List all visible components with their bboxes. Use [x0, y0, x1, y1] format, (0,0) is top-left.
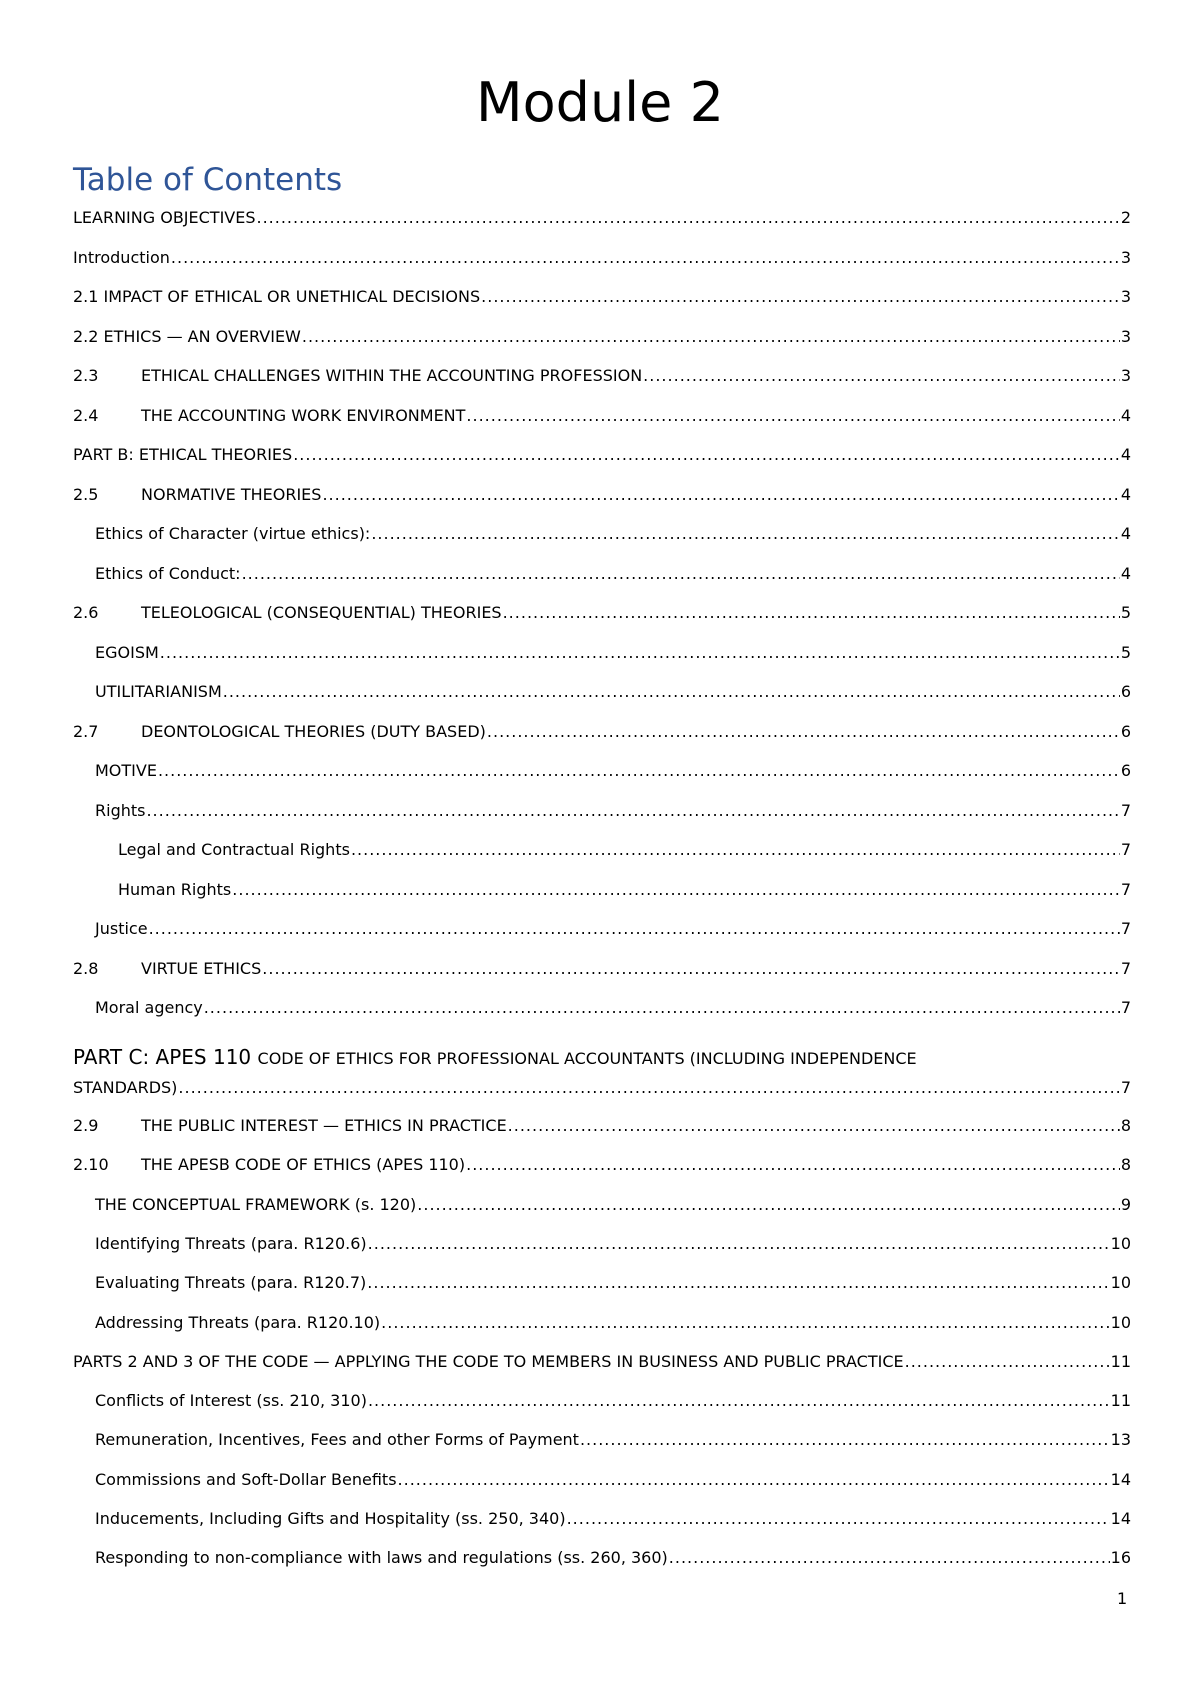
- toc-entry[interactable]: [73, 958, 1131, 980]
- toc-entry[interactable]: [73, 207, 1131, 229]
- toc-entry-number: 2.4: [73, 405, 99, 425]
- toc-entry[interactable]: [95, 760, 1131, 782]
- toc-entry[interactable]: [95, 1272, 1131, 1294]
- toc-entry-number: 2.9: [73, 1116, 99, 1135]
- toc-leader-dots: [466, 1154, 1120, 1176]
- toc-entry-page: 3: [1120, 287, 1131, 306]
- toc-entry-page: 4: [1120, 563, 1131, 583]
- toc-entry-label: Evaluating Threats (para. R120.7): [95, 1273, 367, 1293]
- toc-leader-dots: [293, 444, 1120, 466]
- toc-entry[interactable]: [95, 1429, 1131, 1451]
- toc-entry-label: Ethics of Conduct:: [95, 563, 241, 583]
- toc-leader-dots: [368, 1390, 1110, 1412]
- page-number: 1: [1117, 1589, 1128, 1608]
- toc-entry-number: 2.6: [73, 603, 99, 622]
- toc-entry[interactable]: [73, 602, 1131, 624]
- toc-entry-label-part-c-prefix: PART C: APES 110: [73, 1045, 258, 1069]
- toc-entry-page: 14: [1110, 1509, 1131, 1528]
- toc-leader-dots: [146, 800, 1119, 822]
- toc-leader-dots: [503, 602, 1120, 624]
- toc-leader-dots: [417, 1194, 1120, 1216]
- toc-leader-dots: [257, 207, 1120, 229]
- toc-entry-label: Inducements, Including Gifts and Hospitality (ss. 250, 340): [95, 1509, 566, 1528]
- toc-entry-label: THE CONCEPTUAL FRAMEWORK (s. 120): [95, 1194, 417, 1214]
- toc-leader-dots: [223, 681, 1120, 703]
- toc-entry[interactable]: [73, 326, 1131, 348]
- toc-entry[interactable]: [95, 681, 1131, 703]
- toc-entry-label: Responding to non-compliance with laws and regulations (ss. 260, 360): [95, 1548, 668, 1568]
- toc-entry-page: 3: [1120, 326, 1131, 346]
- toc-entry-page: 11: [1110, 1391, 1131, 1411]
- toc-entry-label: Addressing Threats (para. R120.10): [95, 1312, 381, 1332]
- toc-leader-dots: [171, 247, 1120, 269]
- toc-leader-dots: [643, 365, 1120, 387]
- toc-leader-dots: [367, 1272, 1109, 1294]
- toc-entry-label: THE APESB CODE OF ETHICS (APES 110): [141, 1155, 466, 1175]
- toc-entry-page: 7: [1120, 958, 1131, 978]
- toc-leader-dots: [242, 563, 1120, 585]
- toc-entry-part-c[interactable]: [73, 1044, 917, 1072]
- toc-entry[interactable]: [95, 1312, 1131, 1334]
- toc-entry-number: 2.5: [73, 484, 99, 504]
- toc-entry-number: 2.10: [73, 1155, 109, 1175]
- toc-entry-label: THE PUBLIC INTEREST — ETHICS IN PRACTICE: [141, 1116, 507, 1135]
- toc-leader-dots: [158, 760, 1120, 782]
- toc-entry-label: ETHICAL CHALLENGES WITHIN THE ACCOUNTING PROFESSION: [141, 366, 643, 385]
- toc-entry-label: Introduction: [73, 247, 170, 267]
- toc-entry[interactable]: [95, 1390, 1131, 1412]
- toc-leader-dots: [232, 879, 1120, 901]
- toc-entry[interactable]: [95, 563, 1131, 585]
- toc-entry-page: 16: [1110, 1548, 1131, 1568]
- document-title: Module 2: [476, 71, 724, 134]
- toc-entry-label-part-c-rest: CODE OF ETHICS FOR PROFESSIONAL ACCOUNTANTS (INCLUDING INDEPENDENCE: [257, 1049, 917, 1068]
- toc-entry[interactable]: [73, 444, 1131, 466]
- toc-entry-page: 8: [1120, 1155, 1131, 1175]
- toc-entry-label: Justice: [95, 919, 148, 938]
- toc-heading: Table of Contents: [73, 162, 343, 198]
- toc-leader-dots: [302, 326, 1120, 348]
- toc-entry-page: 2: [1120, 208, 1131, 227]
- toc-entry-label: Human Rights: [118, 879, 232, 899]
- toc-entry-label: MOTIVE: [95, 761, 157, 780]
- toc-entry-label: VIRTUE ETHICS: [141, 958, 262, 978]
- toc-entry-page: 3: [1120, 247, 1131, 267]
- toc-entry-label: PARTS 2 AND 3 OF THE CODE — APPLYING THE CODE TO MEMBERS IN BUSINESS AND PUBLIC PRACTICE: [73, 1351, 904, 1371]
- toc-entry[interactable]: [118, 879, 1131, 901]
- toc-entry-page: 9: [1120, 1194, 1131, 1214]
- toc-entry-label: DEONTOLOGICAL THEORIES (DUTY BASED): [141, 721, 486, 741]
- toc-leader-dots: [160, 642, 1120, 664]
- toc-entry[interactable]: [95, 1233, 1131, 1255]
- toc-entry-page: 7: [1120, 1078, 1131, 1097]
- toc-entry-label: Commissions and Soft-Dollar Benefits: [95, 1469, 397, 1489]
- toc-leader-dots: [262, 958, 1120, 980]
- toc-entry-page: 8: [1120, 1116, 1131, 1135]
- toc-entry[interactable]: [95, 1508, 1131, 1530]
- toc-entry-page: 10: [1110, 1233, 1131, 1253]
- toc-entry-label: Legal and Contractual Rights: [118, 840, 350, 859]
- toc-entry-label: 2.2 ETHICS — AN OVERVIEW: [73, 326, 301, 346]
- toc-entry-page: 11: [1110, 1351, 1131, 1371]
- toc-entry[interactable]: [73, 1115, 1131, 1137]
- toc-leader-dots: [398, 1469, 1110, 1491]
- toc-entry-page: 7: [1120, 919, 1131, 938]
- toc-entry[interactable]: [73, 484, 1131, 506]
- toc-entry-page: 4: [1120, 445, 1131, 464]
- toc-entry-label: THE ACCOUNTING WORK ENVIRONMENT: [141, 405, 466, 425]
- toc-entry-page: 14: [1110, 1469, 1131, 1489]
- toc-entry-label: Conflicts of Interest (ss. 210, 310): [95, 1391, 367, 1411]
- toc-entry[interactable]: [118, 839, 1131, 861]
- toc-leader-dots: [487, 721, 1120, 743]
- toc-entry-label: NORMATIVE THEORIES: [141, 484, 322, 504]
- toc-entry[interactable]: [73, 405, 1131, 427]
- toc-entry[interactable]: [95, 918, 1131, 940]
- toc-leader-dots: [368, 1233, 1110, 1255]
- toc-entry-label: PART B: ETHICAL THEORIES: [73, 445, 293, 464]
- toc-entry-label: STANDARDS): [73, 1078, 178, 1097]
- toc-entry[interactable]: [73, 1154, 1131, 1176]
- toc-entry-page: 7: [1120, 879, 1131, 899]
- toc-entry-page: 13: [1110, 1430, 1131, 1450]
- toc-entry-page: 10: [1110, 1312, 1131, 1332]
- toc-entry[interactable]: [95, 1469, 1131, 1491]
- toc-leader-dots: [580, 1429, 1110, 1451]
- toc-entry[interactable]: [95, 1547, 1131, 1569]
- toc-entry-page: 7: [1120, 998, 1131, 1017]
- toc-leader-dots: [371, 523, 1119, 545]
- toc-entry[interactable]: [95, 997, 1131, 1019]
- toc-leader-dots: [567, 1508, 1110, 1530]
- toc-entry[interactable]: [95, 523, 1131, 545]
- toc-entry-page: 3: [1120, 366, 1131, 385]
- toc-entry-page: 6: [1120, 761, 1131, 780]
- toc-leader-dots: [481, 286, 1120, 308]
- toc-entry-page: 4: [1120, 405, 1131, 425]
- toc-entry-label: 2.1 IMPACT OF ETHICAL OR UNETHICAL DECISIONS: [73, 287, 481, 306]
- toc-entry-page: 5: [1120, 603, 1131, 622]
- toc-leader-dots: [178, 1077, 1119, 1099]
- toc-entry[interactable]: [95, 642, 1131, 664]
- toc-entry-number: 2.7: [73, 721, 99, 741]
- toc-entry-label: Ethics of Character (virtue ethics):: [95, 524, 371, 543]
- toc-leader-dots: [905, 1351, 1110, 1373]
- toc-entry-label: Remuneration, Incentives, Fees and other Forms of Payment: [95, 1430, 579, 1450]
- toc-entry[interactable]: [73, 247, 1131, 269]
- toc-entry-label: Identifying Threats (para. R120.6): [95, 1233, 367, 1253]
- toc-leader-dots: [381, 1312, 1110, 1334]
- toc-entry[interactable]: [73, 286, 1131, 308]
- toc-entry-page: 7: [1120, 800, 1131, 820]
- toc-entry-page: 6: [1120, 682, 1131, 701]
- toc-entry-label: UTILITARIANISM: [95, 682, 222, 701]
- toc-leader-dots: [508, 1115, 1120, 1137]
- toc-entry-number: 2.8: [73, 958, 99, 978]
- toc-leader-dots: [351, 839, 1120, 861]
- toc-leader-dots: [149, 918, 1120, 940]
- toc-entry-page: 4: [1120, 484, 1131, 504]
- toc-entry-part-c-continued[interactable]: [73, 1077, 1131, 1099]
- toc-entry-page: 10: [1110, 1273, 1131, 1293]
- toc-entry-label: LEARNING OBJECTIVES: [73, 208, 256, 227]
- toc-entry-page: 6: [1120, 721, 1131, 741]
- toc-entry-label: EGOISM: [95, 642, 159, 662]
- toc-entry-number: 2.3: [73, 366, 99, 385]
- toc-entry-label: Moral agency: [95, 998, 203, 1017]
- toc-entry[interactable]: [95, 1194, 1131, 1216]
- toc-leader-dots: [669, 1547, 1110, 1569]
- toc-entry[interactable]: [73, 721, 1131, 743]
- toc-entry-label: TELEOLOGICAL (CONSEQUENTIAL) THEORIES: [141, 603, 502, 622]
- toc-leader-dots: [322, 484, 1119, 506]
- toc-leader-dots: [466, 405, 1119, 427]
- toc-entry-page: 4: [1120, 524, 1131, 543]
- toc-leader-dots: [204, 997, 1120, 1019]
- toc-entry[interactable]: [73, 365, 1131, 387]
- toc-entry[interactable]: [73, 1351, 1131, 1373]
- toc-entry-page: 5: [1120, 642, 1131, 662]
- toc-entry-page: 7: [1120, 840, 1131, 859]
- toc-entry[interactable]: [95, 800, 1131, 822]
- toc-entry-label: Rights: [95, 800, 146, 820]
